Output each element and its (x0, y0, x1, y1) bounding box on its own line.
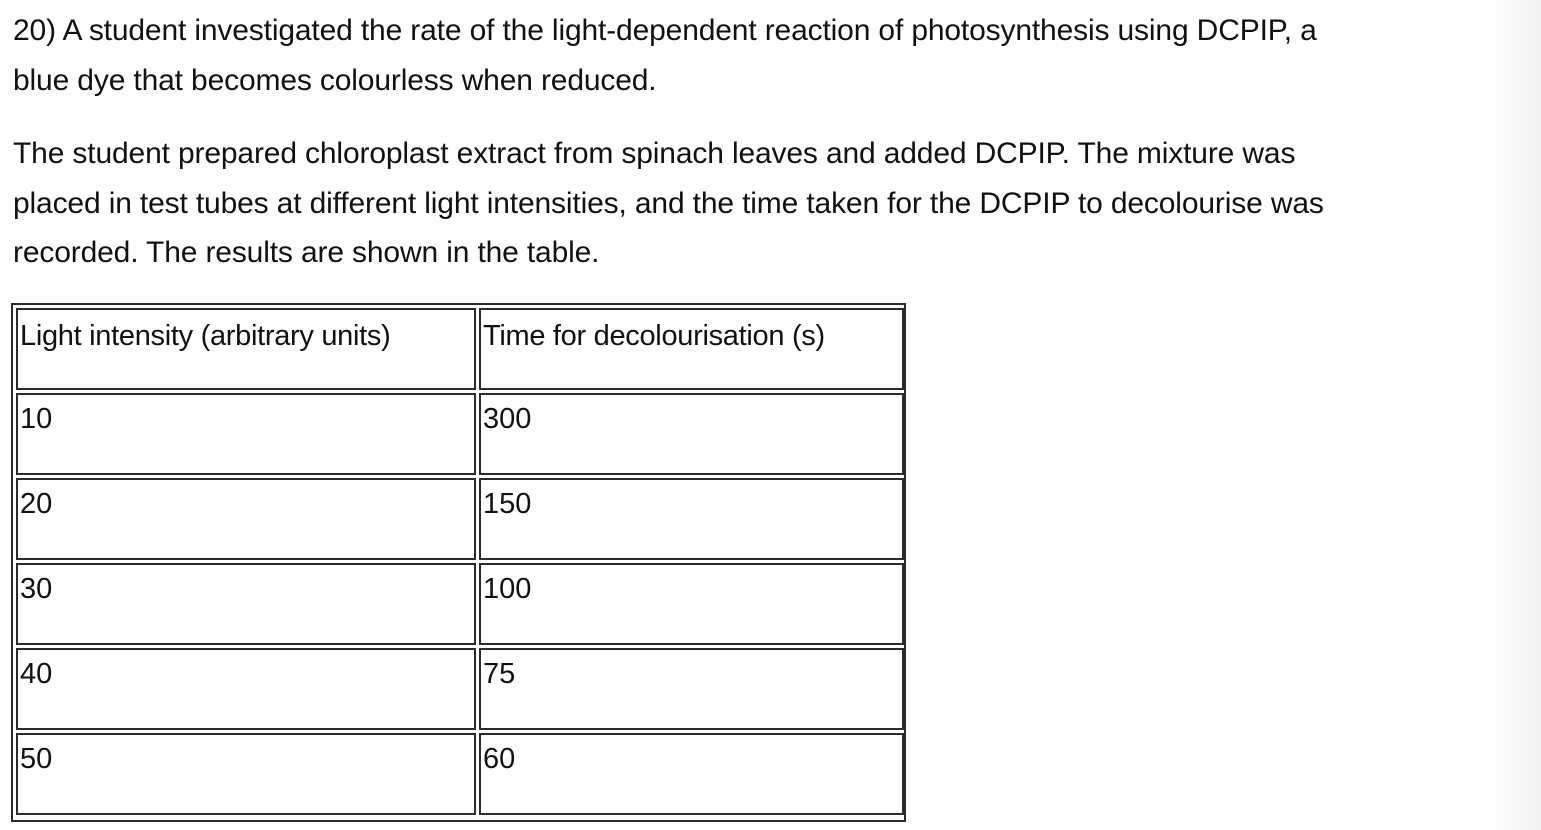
question-intro-line-2: blue dye that becomes colourless when reduced. (13, 63, 657, 97)
decolourisation-time-cell: 300 (479, 393, 904, 475)
light-intensity-cell: 30 (16, 563, 476, 645)
light-intensity-cell: 40 (16, 648, 476, 730)
light-intensity-cell: 10 (16, 393, 476, 475)
results-table-frame (11, 303, 906, 822)
method-paragraph (13, 129, 1528, 278)
results-table (13, 305, 907, 818)
decolourisation-time-cell: 100 (479, 563, 904, 645)
question-intro-paragraph (13, 6, 1528, 105)
table-row (16, 563, 904, 645)
table-row (16, 478, 904, 560)
method-line-1: The student prepared chloroplast extract from spinach leaves and added DCPIP. The mixture was (13, 137, 1296, 170)
header-light-intensity: Light intensity (arbitrary units) (16, 308, 476, 390)
table-row (16, 733, 904, 815)
table-row (16, 393, 904, 475)
light-intensity-cell: 50 (16, 733, 476, 815)
decolourisation-time-cell: 60 (479, 733, 904, 815)
question-intro-line-1: 20) A student investigated the rate of the light-dependent reaction of photosynthesis using DCPIP, a (13, 14, 1317, 47)
header-decolourisation-time: Time for decolourisation (s) (479, 308, 904, 390)
method-line-2: placed in test tubes at different light intensities, and the time taken for the DCPIP to decolourise was (13, 186, 1324, 220)
table-header-row (16, 308, 904, 390)
light-intensity-cell: 20 (16, 478, 476, 560)
decolourisation-time-cell: 75 (479, 648, 904, 730)
decolourisation-time-cell: 150 (479, 478, 904, 560)
method-line-3: recorded. The results are shown in the table. (13, 236, 600, 269)
table-row (16, 648, 904, 730)
